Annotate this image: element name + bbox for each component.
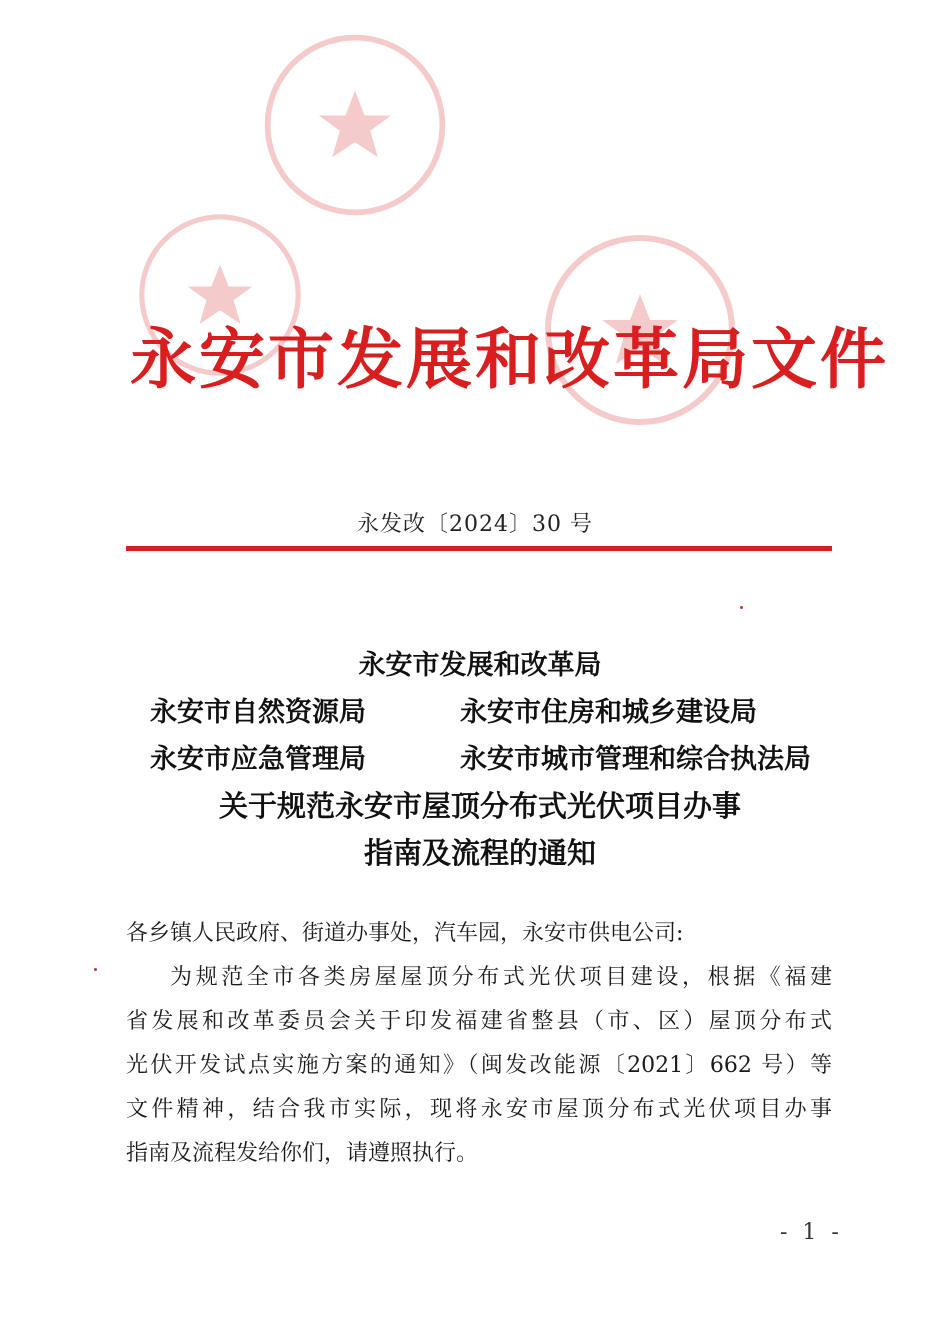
- notice-title: [130, 642, 830, 877]
- title-line-issuers-2: [130, 689, 830, 736]
- addressee: 各乡镇人民政府、街道办事处，汽车园，永安市供电公司:: [126, 921, 684, 946]
- official-seal-icon: [260, 30, 450, 220]
- issuer-housing: 永安市住房和城乡建设局: [460, 697, 757, 728]
- masthead-title: 永安市发展和改革局文件: [130, 321, 889, 398]
- title-line-issuer: 永安市发展和改革局: [358, 650, 602, 681]
- scan-speck: [740, 606, 743, 609]
- body-paragraph-line: 为规范全市各类房屋屋顶分布式光伏项目建设，根据《福建: [170, 965, 832, 990]
- body-paragraph-line: 光伏开发试点实施方案的通知》（闽发改能源〔2021〕662 号）等: [126, 1053, 832, 1078]
- body-paragraph-line: 指南及流程发给你们，请遵照执行。: [126, 1141, 479, 1166]
- issuer-natural-resources: 永安市自然资源局: [150, 697, 366, 728]
- scan-speck: [94, 968, 97, 971]
- title-line-subject-2: 指南及流程的通知: [363, 836, 596, 870]
- title-line-subject-1: 关于规范永安市屋顶分布式光伏项目办事: [218, 789, 741, 823]
- document-number: 永发改〔2024〕30 号: [357, 512, 593, 537]
- title-line-issuers-3: [130, 736, 830, 783]
- body-paragraph-line: 省发展和改革委员会关于印发福建省整县（市、区）屋顶分布式: [126, 1009, 832, 1034]
- red-divider: [126, 546, 832, 551]
- notice-body: [126, 912, 832, 1176]
- issuer-urban-management: 永安市城市管理和综合执法局: [460, 744, 811, 775]
- issuer-emergency: 永安市应急管理局: [150, 744, 366, 775]
- body-paragraph-line: 文件精神，结合我市实际，现将永安市屋顶分布式光伏项目办事: [126, 1097, 832, 1122]
- page-number: - 1 -: [780, 1220, 843, 1245]
